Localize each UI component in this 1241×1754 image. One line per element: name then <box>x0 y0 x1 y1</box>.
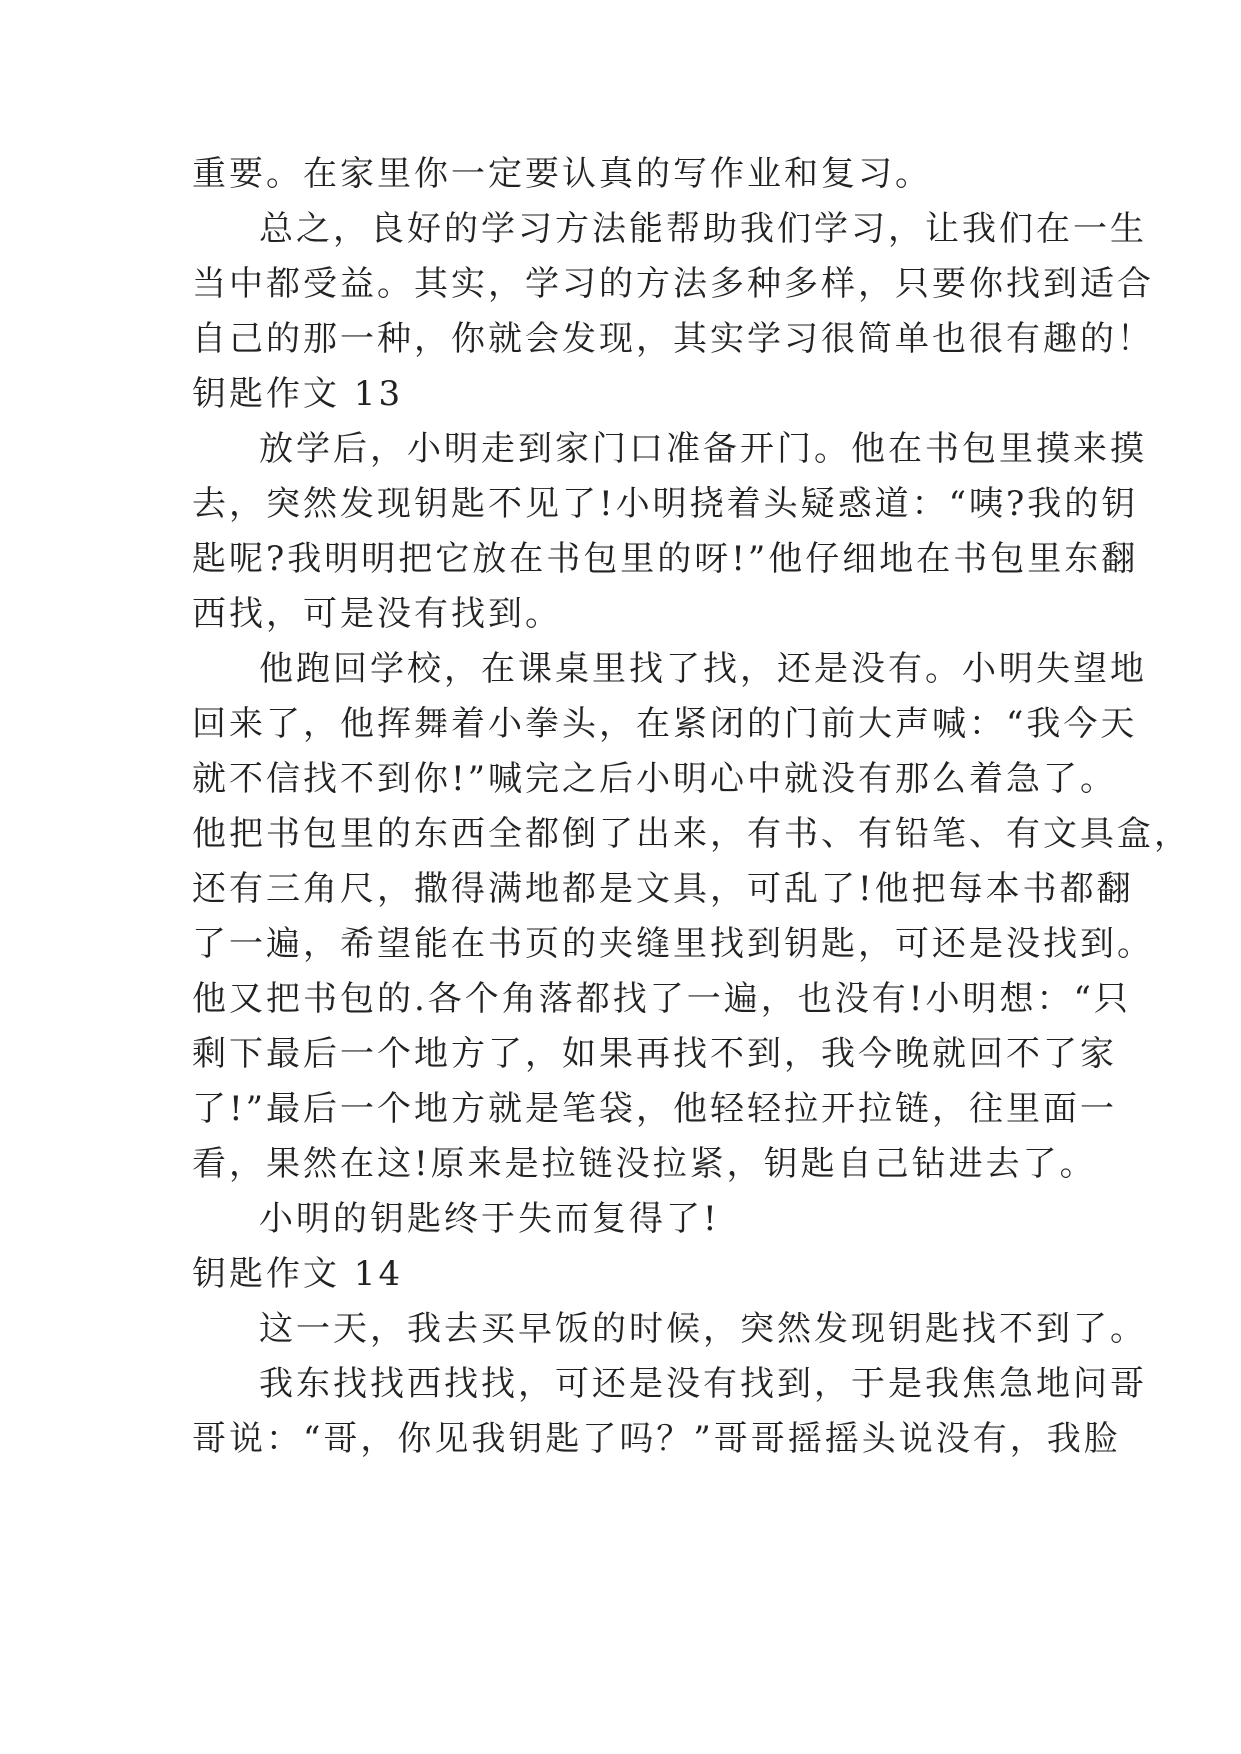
text-line: 剩下最后一个地方了，如果再找不到，我今晚就回不了家 <box>192 1034 1117 1074</box>
text-line: 西找，可是没有找到。 <box>192 594 562 634</box>
text-line: 还有三角尺，撒得满地都是文具，可乱了!他把每本书都翻 <box>192 869 1134 909</box>
text-line: 放学后，小明走到家门口准备开门。他在书包里摸来摸 <box>259 429 1147 469</box>
text-line: 去，突然发现钥匙不见了!小明挠着头疑惑道：“咦?我的钥 <box>192 484 1139 524</box>
text-line: 哥说：“哥，你见我钥匙了吗？”哥哥摇摇头说没有，我脸 <box>192 1419 1121 1459</box>
text-line: 重要。在家里你一定要认真的写作业和复习。 <box>192 154 932 194</box>
text-line: 他跑回学校，在课桌里找了找，还是没有。小明失望地 <box>259 649 1147 689</box>
text-line: 他把书包里的东西全都倒了出来，有书、有铅笔、有文具盒， <box>192 814 1191 854</box>
text-line: 了一遍，希望能在书页的夹缝里找到钥匙，可还是没找到。 <box>192 924 1154 964</box>
text-line: 了!”最后一个地方就是笔袋，他轻轻拉开拉链，往里面一 <box>192 1089 1118 1129</box>
section-heading: 钥匙作文 13 <box>192 374 404 414</box>
text-line: 自己的那一种，你就会发现，其实学习很简单也很有趣的！ <box>192 319 1154 359</box>
text-line: 我东找找西找找，可还是没有找到，于是我焦急地问哥 <box>259 1364 1147 1404</box>
text-line: 总之，良好的学习方法能帮助我们学习，让我们在一生 <box>259 209 1147 249</box>
text-line: 就不信找不到你!”喊完之后小明心中就没有那么着急了。 <box>192 759 1118 799</box>
text-line: 小明的钥匙终于失而复得了! <box>259 1199 720 1239</box>
section-heading: 钥匙作文 14 <box>192 1254 404 1294</box>
text-line: 当中都受益。其实，学习的方法多种多样，只要你找到适合 <box>192 264 1154 304</box>
text-line: 回来了，他挥舞着小拳头，在紧闭的门前大声喊：“我今天 <box>192 704 1138 744</box>
text-line: 这一天，我去买早饭的时候，突然发现钥匙找不到了。 <box>259 1309 1147 1349</box>
text-line: 看，果然在这!原来是拉链没拉紧，钥匙自己钻进去了。 <box>192 1144 1097 1184</box>
text-line: 他又把书包的.各个角落都找了一遍，也没有!小明想：“只 <box>192 979 1131 1019</box>
text-line: 匙呢?我明明把它放在书包里的呀!”他仔细地在书包里东翻 <box>192 539 1139 579</box>
